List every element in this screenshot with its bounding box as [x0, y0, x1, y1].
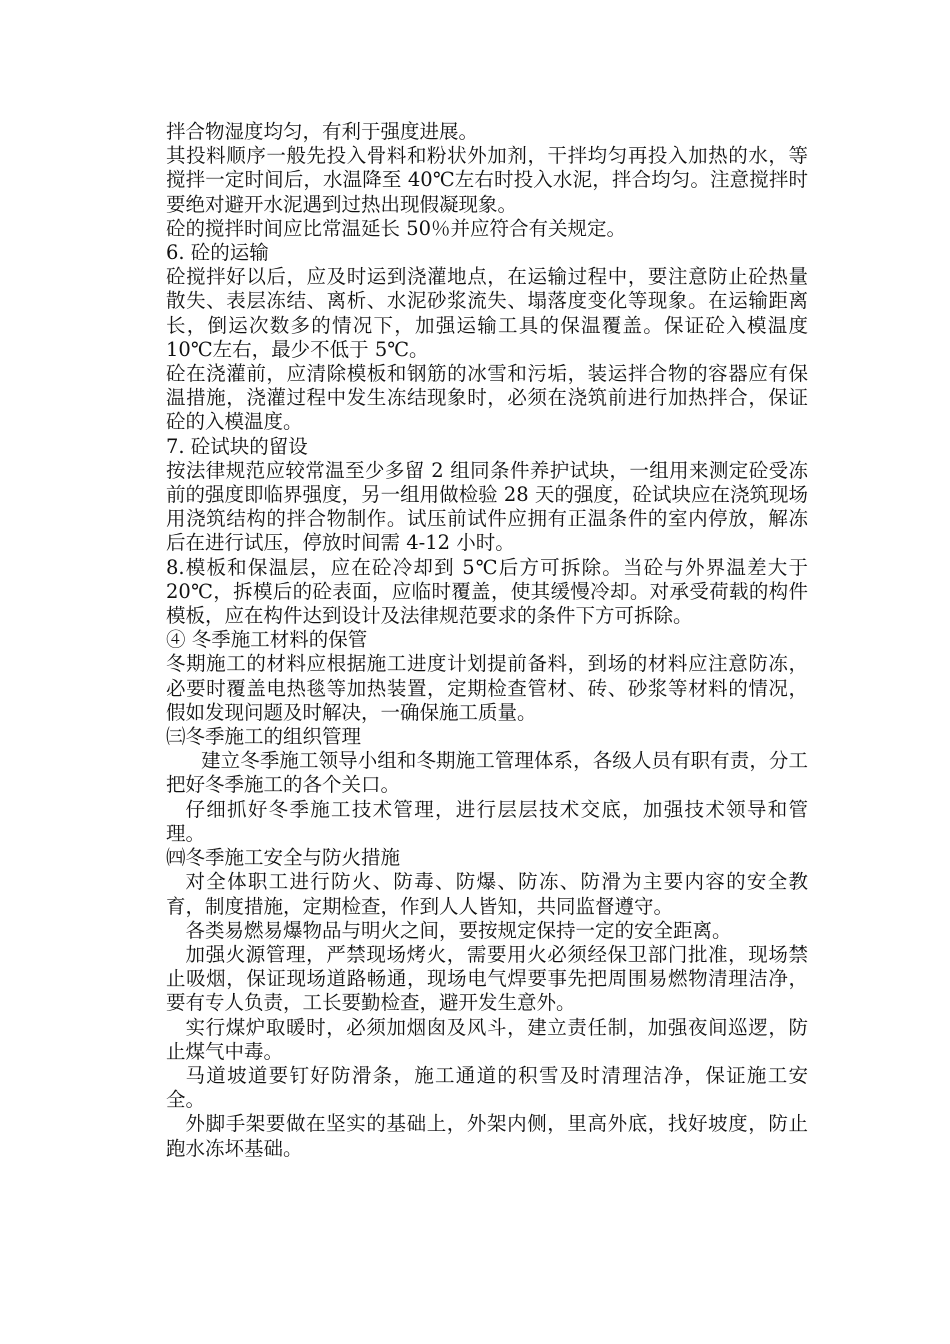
paragraph: 按法律规范应较常温至少多留 2 组同条件养护试块，一组用来测定砼受冻前的强度即临界强度，另一组用做检验 28 天的强度，砼试块应在浇筑现场用浇筑结构的拌合物制作。试压前试件应拥有正温条件的室内停放，解冻后在进行试压，停放时间需 4-12 小时。	[166, 458, 808, 555]
paragraph: 马道坡道要钉好防滑条，施工通道的积雪及时清理洁净，保证施工安全。	[166, 1063, 808, 1112]
section-heading: 6. 砼的运输	[166, 241, 269, 265]
section-heading: ④ 冬季施工材料的保管	[166, 628, 368, 652]
paragraph: 对全体职工进行防火、防毒、防爆、防冻、防滑为主要内容的安全教育，制度措施，定期检查，作到人人皆知，共同监督遵守。	[166, 870, 808, 918]
paragraph: 8.模板和保温层，应在砼冷却到 5℃后方可拆除。当砼与外界温差大于 20℃，拆模后的砼表面，应临时覆盖，使其缓慢冷却。对承受荷载的构件模板，应在构件达到设计及法律规范要求的条件下方可拆除。	[166, 555, 808, 628]
paragraph: 砼在浇灌前，应清除模板和钢筋的冰雪和污垢，装运拌合物的容器应有保温措施，浇灌过程中发生冻结现象时，必须在浇筑前进行加热拌合，保证砼的入模温度。	[166, 362, 808, 434]
paragraph: 仔细抓好冬季施工技术管理，进行层层技术交底，加强技术领导和管理。	[166, 797, 808, 845]
paragraph: 砼搅拌好以后，应及时运到浇灌地点，在运输过程中，要注意防止砼热量散失、表层冻结、离析、水泥砂浆流失、塌落度变化等现象。在运输距离长，倒运次数多的情况下，加强运输工具的保温覆盖。保证砼入模温度 10℃左右，最少不低于 5℃。	[166, 265, 808, 361]
section-heading: 7. 砼试块的留设	[166, 434, 308, 458]
paragraph: 冬期施工的材料应根据施工进度计划提前备料，到场的材料应注意防冻，必要时覆盖电热毯等加热装置，定期检查管材、砖、砂浆等材料的情况，假如发现问题及时解决，一确保施工质量。	[166, 652, 808, 724]
section-heading: ㈢冬季施工的组织管理	[166, 725, 362, 749]
paragraph: 其投料顺序一般先投入骨料和粉状外加剂，干拌均匀再投入加热的水，等搅拌一定时间后，水温降至 40℃左右时投入水泥，拌合均匀。注意搅拌时要绝对避开水泥遇到过热出现假凝现象。	[166, 144, 808, 216]
document-body	[166, 120, 808, 1161]
section-heading: ㈣冬季施工安全与防火措施	[166, 846, 401, 870]
paragraph: 拌合物湿度均匀，有利于强度进展。	[166, 120, 479, 143]
paragraph: 加强火源管理，严禁现场烤火，需要用火必须经保卫部门批准，现场禁止吸烟，保证现场道路畅通，现场电气焊要事先把周围易燃物清理洁净，要有专人负责，工长要勤检查，避开发生意外。	[166, 942, 808, 1015]
paragraph: 砼的搅拌时间应比常温延长 50％并应符合有关规定。	[166, 216, 627, 240]
paragraph: 建立冬季施工领导小组和冬期施工管理体系，各级人员有职有责，分工把好冬季施工的各个关口。	[166, 749, 808, 797]
paragraph: 各类易燃易爆物品与明火之间，要按规定保持一定的安全距离。	[185, 918, 732, 942]
paragraph: 实行煤炉取暖时，必须加烟囱及风斗，建立责任制，加强夜间巡逻，防止煤气中毒。	[166, 1015, 808, 1063]
paragraph: 外脚手架要做在坚实的基础上，外架内侧，里高外底，找好坡度，防止跑水冻坏基础。	[166, 1112, 808, 1160]
